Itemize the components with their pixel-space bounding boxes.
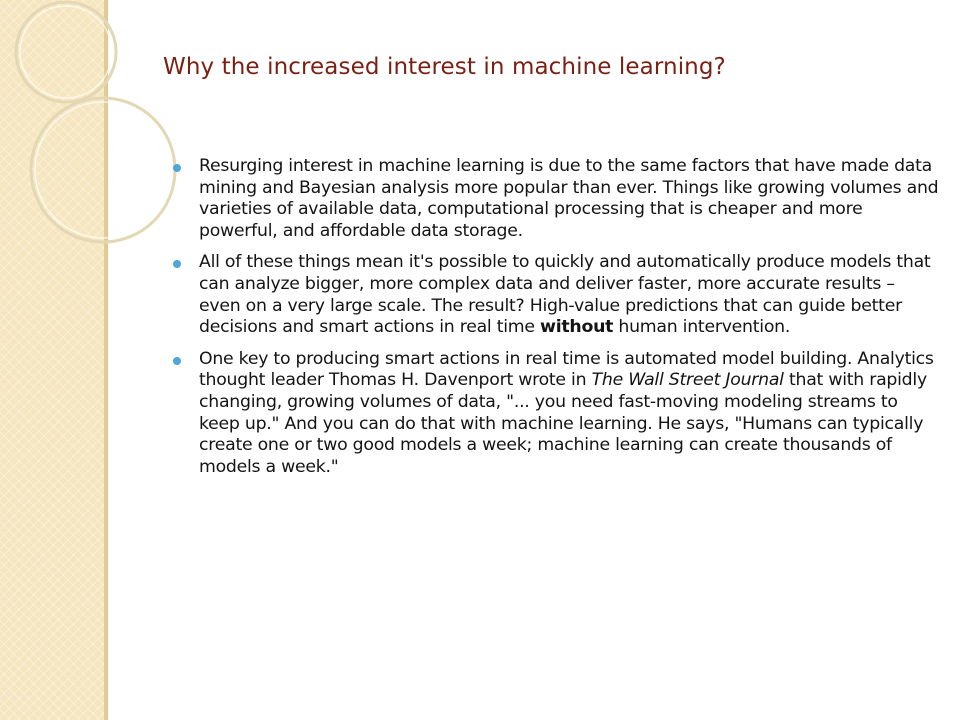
bullet-text-end: human intervention. bbox=[613, 317, 791, 338]
bullet-emphasis: without bbox=[540, 317, 614, 338]
deco-ring-large bbox=[31, 98, 175, 242]
bullet-list bbox=[170, 156, 940, 488]
bullet-text-end: that with rapidly changing, growing volumes of data, "... you need fast-moving modeling streams to keep up." And you can do that with machine learning. He says, "Humans can typically create one or two good models a week; machine learning can create thousands of models a week." bbox=[199, 370, 927, 477]
deco-ring-large-inner bbox=[35, 102, 171, 238]
bullet-item bbox=[170, 349, 940, 479]
bullet-dot-icon bbox=[173, 260, 181, 268]
bullet-text: All of these things mean it's possible to quickly and automatically produce models that can analyze bigger, more complex data and deliver faster, more accurate results – even on a very large scale. The result? High-value predictions that can guide better decisions and smart actions in real time bbox=[199, 252, 931, 338]
slide-title: Why the increased interest in machine learning? bbox=[163, 54, 726, 80]
deco-ring-top-inner bbox=[20, 6, 112, 98]
bullet-item bbox=[170, 252, 940, 338]
bullet-dot-icon bbox=[173, 357, 181, 365]
deco-ring-top bbox=[16, 2, 116, 102]
publication-name: The Wall Street Journal bbox=[591, 370, 784, 391]
bullet-text: Resurging interest in machine learning is due to the same factors that have made data mining and Bayesian analysis more popular than ever. Things like growing volumes and varieties of available data, computational processing that is cheaper and more powerful, and affordable data storage. bbox=[199, 156, 939, 241]
bullet-text: One key to producing smart actions in real time is automated model building. Analytics thought leader Thomas H. Davenport wrote in bbox=[199, 348, 934, 391]
bullet-item bbox=[170, 156, 940, 242]
bullet-dot-icon bbox=[173, 164, 181, 172]
